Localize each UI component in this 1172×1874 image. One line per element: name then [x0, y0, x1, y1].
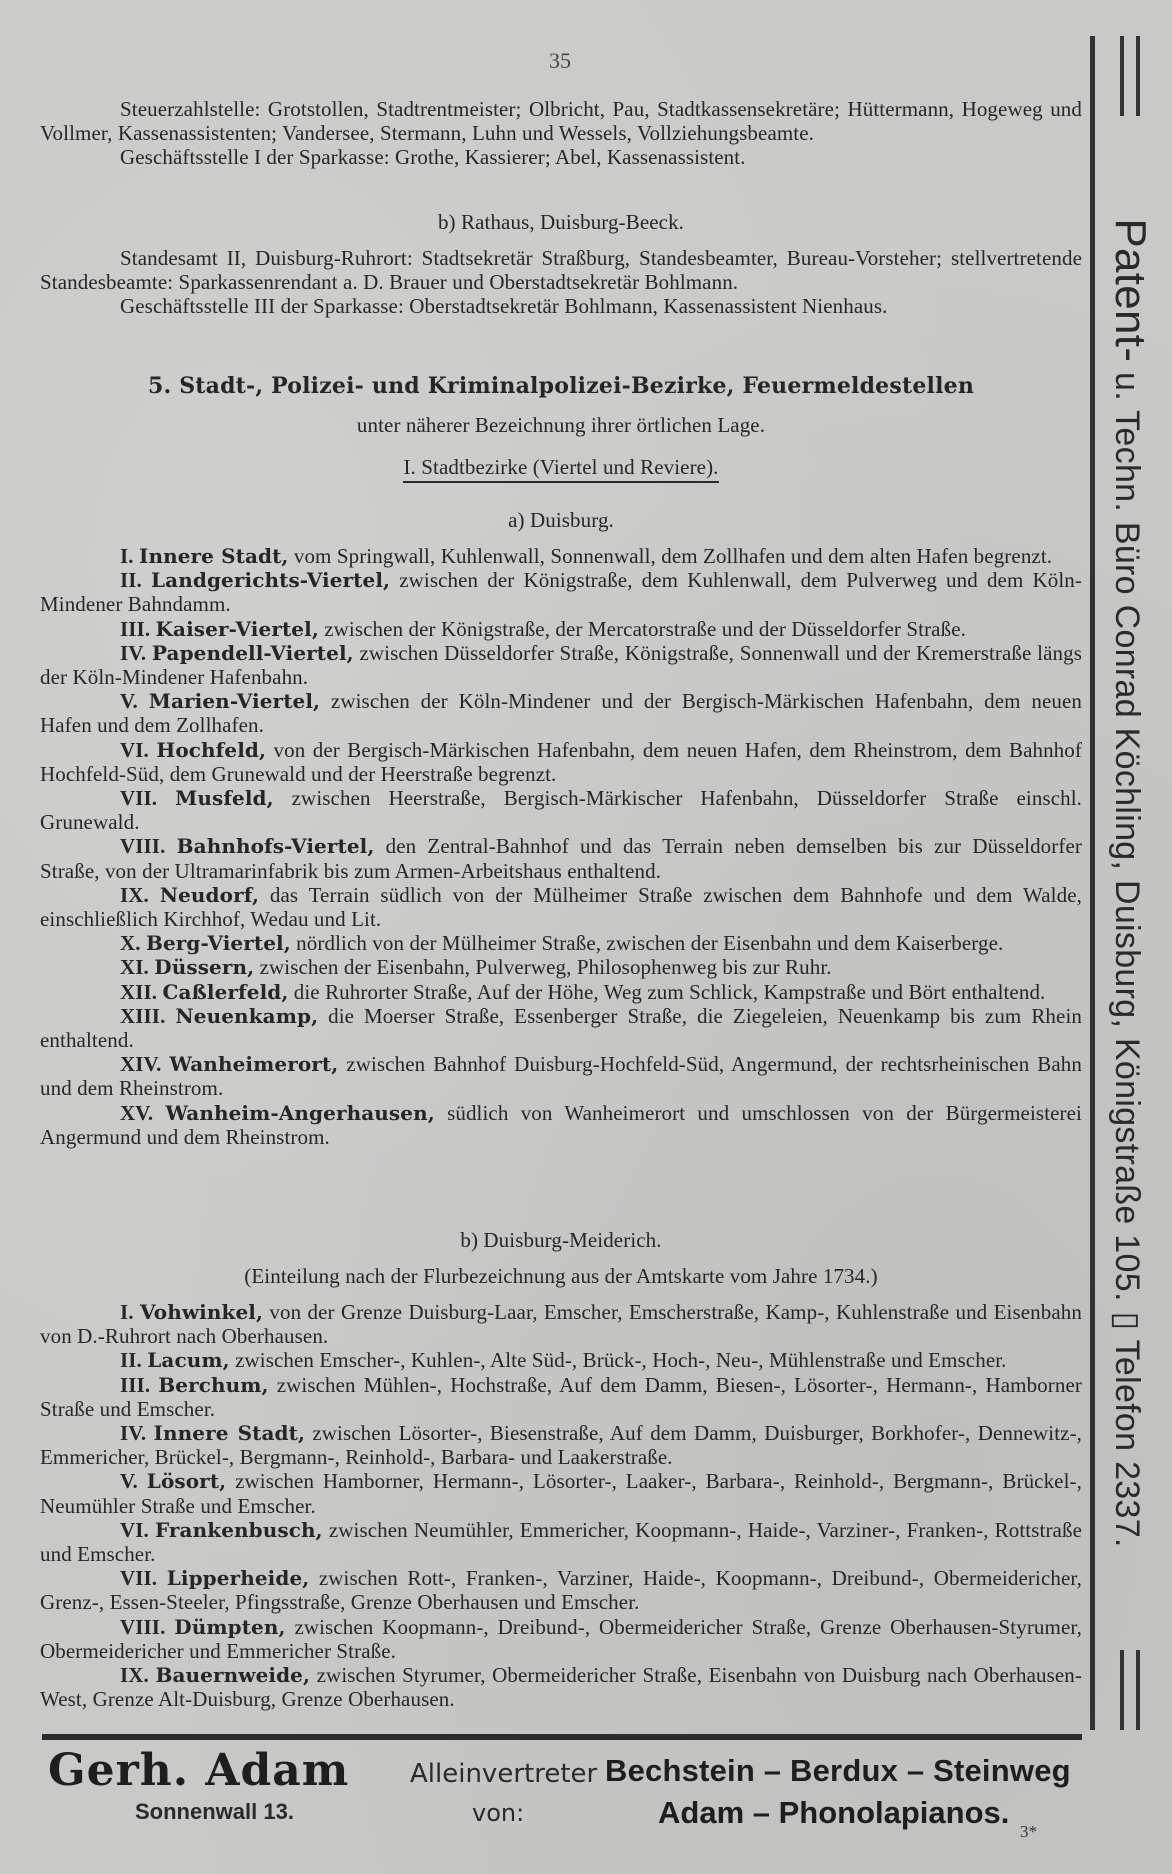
- district-number: V.: [120, 689, 149, 714]
- rathaus-block: [40, 246, 1082, 319]
- district-entry: [40, 1566, 1082, 1614]
- side-ad-patent: Patent-: [1106, 218, 1155, 363]
- district-entry: [40, 955, 1082, 979]
- district-description: von der Bergisch-Märkischen Hafenbahn, dem neuen Hafen, dem Rheinstrom, dem Bahnhof Hochfeld-Süd, dem Grunewald und der Heerstraße begrenzt.: [40, 737, 1082, 786]
- district-description: das Terrain südlich von der Mülheimer Straße zwischen dem Bahnhofe und dem Walde, einschließlich Kirchhof, Wedau und Lit.: [40, 882, 1082, 932]
- ad-address: Sonnenwall 13.: [135, 1799, 294, 1824]
- district-description: zwischen Mühlen-, Hochstraße, Auf dem Damm, Biesen-, Lösorter-, Hermann-, Hamborner Straße und Emscher.: [40, 1372, 1082, 1421]
- district-entry: [40, 617, 1082, 641]
- district-number: I.: [120, 1300, 140, 1324]
- ad-company-name: Gerh. Adam: [48, 1745, 350, 1796]
- district-number: VII.: [120, 786, 176, 811]
- meiderich-heading: b) Duisburg-Meiderich.: [460, 1228, 662, 1252]
- ad-role-line1: Alleinvertreter: [410, 1759, 598, 1789]
- part-title-wrapper: [40, 455, 1082, 483]
- district-name: Lacum,: [147, 1348, 230, 1373]
- district-description: zwischen Emscher-, Kuhlen-, Alte Süd-, Brück-, Hoch-, Neu-, Mühlenstraße und Emscher.: [229, 1348, 1007, 1373]
- district-description: die Moerser Straße, Essenberger Straße, die Ziegeleien, Neuenkamp bis zum Rhein enthaltend.: [40, 1003, 1082, 1053]
- ad-role-line2: von:: [472, 1799, 525, 1827]
- meiderich-note: (Einteilung nach der Flurbezeichnung aus der Amtskarte vom Jahre 1734.): [244, 1264, 878, 1288]
- side-ad-company: u. Techn. Büro Conrad Köchling, Duisburg, Königstraße 105.: [1108, 372, 1146, 1302]
- district-description: südlich von Wanheimerort und umschlossen von der Bürgermeisterei Angermund und dem Rheinstrom.: [40, 1100, 1082, 1149]
- geschaeftsstelle-3-paragraph: Geschäftsstelle III der Sparkasse: Oberstadtsekretär Bohlmann, Kassenassistent Nienhaus.: [120, 294, 888, 319]
- district-entry: [40, 1004, 1082, 1052]
- district-number: XV.: [120, 1100, 166, 1125]
- district-description: zwischen Heerstraße, Bergisch-Märkischer Hafenbahn, Düsseldorfer Straße einschl. Grunewald.: [40, 786, 1082, 835]
- district-description: zwischen Bahnhof Duisburg-Hochfeld-Süd, Angermund, der rechtsrheinischen Bahn und dem Rheinstrom.: [40, 1052, 1083, 1101]
- district-description: vom Springwall, Kuhlenwall, Sonnenwall, dem Zollhafen und dem alten Hafen begrenzt.: [288, 544, 1053, 568]
- rathaus-heading: b) Rathaus, Duisburg-Beeck.: [437, 210, 685, 234]
- district-number: VI.: [120, 1517, 155, 1542]
- district-description: zwischen der Königstraße, der Mercatorstraße und der Düsseldorfer Straße.: [318, 616, 966, 641]
- signature-mark: 3*: [1020, 1822, 1037, 1841]
- district-number: VI.: [120, 737, 157, 762]
- district-entry: [40, 689, 1082, 737]
- standesamt-paragraph: Standesamt II, Duisburg-Ruhrort: Stadtsekretär Straßburg, Standesbeamter, Bureau-Vorsteher; stellvertretende Standesbeamte: Sparkassenrendant a. D. Brauer und Oberstadtsekretär Bohlmann.: [40, 246, 1082, 295]
- district-name: Vohwinkel,: [139, 1300, 264, 1324]
- district-number: X.: [120, 931, 146, 956]
- district-description: zwischen Hamborner, Hermann-, Lösorter-, Laaker-, Barbara-, Reinhold-, Bergmann-, Brückel-, Neumühler Straße und Emscher.: [40, 1469, 1082, 1518]
- district-number: XIII.: [120, 1003, 176, 1028]
- district-description: nördlich von der Mülheimer Straße, zwischen der Eisenbahn und dem Kaiserberge.: [290, 931, 1004, 956]
- district-entry: [40, 738, 1082, 786]
- district-number: XI.: [120, 955, 155, 980]
- side-ad-phone: Telefon 2337.: [1108, 1339, 1146, 1548]
- district-name: Marien-Viertel,: [148, 689, 321, 714]
- bottom-divider-rule: [42, 1734, 1082, 1740]
- district-description: zwischen der Köln-Mindener und der Bergisch-Märkischen Hafenbahn, dem neuen Hafen und dem Zollhafen.: [40, 689, 1083, 738]
- double-rule-bottom: [1120, 1650, 1140, 1730]
- district-name: Frankenbusch,: [154, 1517, 323, 1542]
- district-name: Innere Stadt,: [153, 1421, 306, 1446]
- district-entry: [40, 568, 1082, 616]
- district-entry: [40, 834, 1082, 882]
- side-advertisement: [1105, 36, 1155, 1730]
- district-number: IV.: [120, 640, 152, 665]
- district-name: Berg-Viertel,: [145, 931, 291, 956]
- district-entry: [40, 1101, 1082, 1149]
- chapter-title: 5. Stadt-, Polizei- und Kriminalpolizei-Bezirke, Feuermeldestellen: [147, 373, 975, 399]
- district-number: IV.: [120, 1421, 154, 1446]
- district-number: I.: [120, 544, 139, 568]
- district-entry: [40, 931, 1082, 955]
- district-number: VIII.: [120, 834, 177, 859]
- district-number: VII.: [120, 1566, 167, 1591]
- top-text-block: [40, 97, 1082, 170]
- page-number: 35: [549, 48, 571, 73]
- ad-brands-line2: Adam – Phonolapianos.: [658, 1795, 1010, 1830]
- district-entry: [40, 980, 1082, 1004]
- side-ad-separator-icon: ▯: [1108, 1311, 1146, 1331]
- district-name: Wanheim-Angerhausen,: [165, 1100, 435, 1125]
- district-name: Landgerichts-Viertel,: [151, 568, 391, 593]
- district-name: Caßlerfeld,: [162, 979, 289, 1004]
- meiderich-district-list: [40, 1300, 1082, 1711]
- steuerzahlstelle-paragraph: Steuerzahlstelle: Grotstollen, Stadtrentmeister; Olbricht, Pau, Stadtkassensekretäre; Hüttermann, Hogeweg und Vollmer, Kassenassistenten; Vandersee, Stermann, Luhn und Wessels, Vollziehungsbeamte.: [40, 97, 1082, 146]
- bottom-advertisement: [40, 1745, 1080, 1830]
- district-entry: [40, 1663, 1082, 1711]
- double-rule-top: [1120, 36, 1140, 116]
- district-description: zwischen der Königstraße, dem Kuhlenwall, dem Pulverweg und dem Köln-Mindener Bahndamm.: [40, 568, 1082, 617]
- district-number: II.: [120, 568, 151, 593]
- district-name: Bauernweide,: [155, 1663, 311, 1688]
- duisburg-heading: a) Duisburg.: [508, 508, 614, 532]
- district-entry: [40, 786, 1082, 834]
- district-entry: [40, 1518, 1082, 1566]
- district-name: Lipperheide,: [166, 1566, 310, 1591]
- district-entry: [40, 1052, 1082, 1100]
- district-description: zwischen Düsseldorfer Straße, Königstraße, Sonnenwall und der Kremerstraße längs der Köln-Mindener Hafenbahn.: [40, 640, 1083, 690]
- district-entry: [40, 883, 1082, 931]
- district-entry: [40, 1373, 1082, 1421]
- district-description: von der Grenze Duisburg-Laar, Emscher, Emscherstraße, Kamp-, Kuhlenstraße und Eisenbahn von D.-Ruhrort nach Oberhausen.: [40, 1300, 1082, 1349]
- district-name: Musfeld,: [175, 786, 274, 811]
- district-entry: [40, 544, 1082, 568]
- district-number: V.: [120, 1469, 147, 1494]
- district-number: VIII.: [120, 1614, 175, 1639]
- district-description: zwischen Koopmann-, Dreibund-, Obermeidericher Straße, Grenze Oberhausen-Styrumer, Obermeidericher und Emmericher Straße.: [40, 1614, 1082, 1663]
- district-name: Papendell-Viertel,: [151, 640, 354, 665]
- district-name: Kaiser-Viertel,: [155, 616, 319, 641]
- district-entry: [40, 1469, 1082, 1517]
- district-name: Bahnhofs-Viertel,: [176, 834, 375, 859]
- district-name: Berchum,: [158, 1372, 269, 1397]
- district-name: Neudorf,: [159, 882, 260, 907]
- part-title: I. Stadtbezirke (Viertel und Reviere).: [403, 455, 718, 483]
- district-name: Neuenkamp,: [175, 1003, 319, 1028]
- district-number: XIV.: [120, 1052, 170, 1077]
- geschaeftsstelle-1-paragraph: Geschäftsstelle I der Sparkasse: Grothe, Kassierer; Abel, Kassenassistent.: [120, 145, 746, 170]
- ad-brands-line1: Bechstein – Berdux – Steinweg: [605, 1753, 1071, 1788]
- district-description: die Ruhrorter Straße, Auf der Höhe, Weg zum Schlick, Kampstraße und Bört enthaltend.: [288, 979, 1046, 1004]
- duisburg-district-list: [40, 544, 1082, 1149]
- district-number: IX.: [120, 882, 160, 907]
- district-name: Wanheimerort,: [169, 1052, 339, 1077]
- chapter-subtitle: unter näherer Bezeichnung ihrer örtlichen Lage.: [356, 413, 766, 437]
- district-name: Innere Stadt,: [138, 544, 289, 568]
- district-number: III.: [120, 616, 156, 641]
- district-name: Hochfeld,: [156, 737, 267, 762]
- district-description: den Zentral-Bahnhof und das Terrain neben demselben bis zur Düsseldorfer Straße, von der Ultramarinfabrik bis zum Armen-Arbeitshaus enthaltend.: [40, 834, 1082, 883]
- district-entry: [40, 1421, 1082, 1469]
- district-description: zwischen der Eisenbahn, Pulverweg, Philosophenweg bis zur Ruhr.: [254, 955, 832, 980]
- district-name: Lösort,: [146, 1469, 227, 1494]
- district-description: zwischen Lösorter-, Biesenstraße, Auf dem Damm, Duisburger, Borkhofer-, Dennewitz-, Emmericher, Brückel-, Bergmann-, Reinhold-, Barbara- und Laakerstraße.: [40, 1421, 1083, 1470]
- district-description: zwischen Styrumer, Obermeidericher Straße, Eisenbahn von Duisburg nach Oberhausen-West, Grenze Alt-Duisburg, Grenze Oberhausen.: [40, 1663, 1082, 1712]
- district-description: zwischen Neumühler, Emmericher, Koopmann-, Haide-, Varziner-, Franken-, Rottstraße und Emscher.: [40, 1517, 1082, 1567]
- district-number: XII.: [120, 979, 163, 1004]
- district-number: II.: [120, 1348, 148, 1373]
- district-entry: [40, 641, 1082, 689]
- district-name: Düssern,: [154, 955, 255, 980]
- district-description: zwischen Rott-, Franken-, Varziner, Haide-, Koopmann-, Dreibund-, Obermeidericher, Grenz-, Essen-Steeler, Pfingsstraße, Grenze Oberhausen und Emscher.: [40, 1566, 1083, 1615]
- district-entry: [40, 1300, 1082, 1348]
- side-divider-rule: [1090, 36, 1095, 1730]
- district-number: III.: [120, 1372, 159, 1397]
- district-number: IX.: [120, 1663, 156, 1688]
- district-name: Dümpten,: [174, 1614, 286, 1639]
- district-entry: [40, 1348, 1082, 1372]
- district-entry: [40, 1615, 1082, 1663]
